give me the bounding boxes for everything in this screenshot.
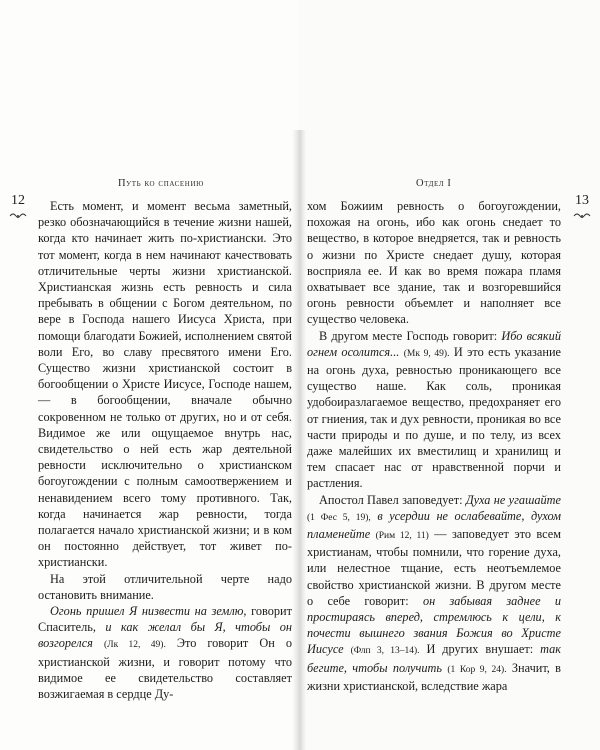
scripture-reference: (Лк 12, 49). bbox=[103, 640, 166, 651]
paragraph bbox=[38, 603, 292, 702]
text-run: И это есть указание на огонь духа, ревностью проникающего все существо наше. Как соль, проникая удобоиразлагаемое вещество, предохраняет его от гниения, так и дух ревности, проникая во все части природы и по душе, и по телу, из всех даже малейших их вместилищ и хранилищ и тем спасает нас от нравственной порчи и растления. bbox=[307, 344, 561, 491]
italic-quote: так бегите, чтобы получить bbox=[307, 642, 561, 675]
scripture-reference: (1 Фес 5, 19), bbox=[307, 512, 371, 523]
text-run: Есть момент, и момент весьма заметный, резко обозначающийся в течение жизни нашей, когда кто начинает жить по-христиански. Это тот момент, когда в нем начинают качествовать отличительные черты жизни христианской. Христианская жизнь есть ревность и сила пребывать в общении с Богом деятельном, по вере в Господа нашего Иисуса Христа, при помощи благодати Божией, исполнением святой воли Его, во славу пресвятого имени Его. Существо жизни христианской состоит в богообщении о Христе Иисусе, Господе нашем, — в богообщении, вначале обычно сокровенном не только от других, но и от себя. Видимое же или ощущаемое внутрь нас, свидетельство о ней есть жар деятельной ревности исключительно о христианском богоугождении с полным самоотвержением и ненавидением всего тому противного. Так, когда начинается жар ревности, тогда полагается начало христианской жизни; и в ком он постоянно действует, тот живет по-христиански. bbox=[38, 199, 292, 570]
paragraph bbox=[38, 198, 292, 571]
text-run: В другом месте Господь говорит: bbox=[319, 328, 502, 343]
text-run: Апостол Павел заповедует: bbox=[319, 492, 466, 507]
right-page-number: 13 bbox=[575, 193, 589, 208]
scripture-reference: (Рим 12, 11) bbox=[375, 531, 429, 542]
text-run: На этой отличительной черте надо остановить внимание. bbox=[38, 571, 292, 602]
right-running-head: Отдел I bbox=[416, 178, 452, 189]
right-page-text bbox=[307, 198, 561, 694]
left-running-head: Путь ко спасению bbox=[118, 178, 204, 189]
paragraph bbox=[38, 571, 292, 603]
paragraph bbox=[307, 198, 561, 328]
text-run: Это говорит Он о христианской жизни, и говорит потому что видимое ее свидетельство составляет возжигаемая в сердце Ду- bbox=[38, 636, 293, 702]
text-run: И других внушает: bbox=[419, 642, 541, 657]
text-run: хом Божиим ревность о богоугождении, похожая на огонь, ибо как огонь снедает то вещество, в которое внедряется, так и ревность о жизни по Христе снедает душу, которая восприяла ее. И как во время пожара пламя охватывает все здание, так и возгоревшийся огонь ревности объемлет и наполняет все существо человека. bbox=[307, 199, 561, 327]
left-ornament-icon bbox=[8, 212, 28, 220]
italic-quote: и как желал бы Я, чтобы он возгорелся bbox=[38, 620, 292, 651]
book-gutter bbox=[292, 130, 306, 750]
text-run: говорит Спаситель, bbox=[38, 604, 292, 635]
scripture-reference: (Флп 3, 13–14). bbox=[350, 646, 420, 657]
italic-quote: Духа не угашайте bbox=[465, 492, 561, 507]
italic-quote: в усердии не ослабевайте, духом пламенейте bbox=[307, 508, 561, 542]
italic-quote: Огонь пришел Я низвести на землю, bbox=[50, 604, 247, 619]
text-run: — заповедует это всем христианам, чтобы помнили, что горение духа, или нелестное тщание, есть неотъемлемое свойство христианской жизни. В другом месте о себе говорит: bbox=[307, 527, 561, 608]
text-run: Значит, в жизни христианской, вследствие жара bbox=[307, 660, 561, 693]
left-page-text bbox=[38, 198, 292, 702]
scripture-reference: (1 Кор 9, 24). bbox=[447, 664, 507, 675]
text-run bbox=[93, 636, 104, 650]
left-page-number: 12 bbox=[11, 193, 25, 208]
italic-quote: Ибо всякий огнем осолится... bbox=[307, 328, 561, 359]
paragraph bbox=[307, 328, 561, 492]
italic-quote: он забывая заднее и простираясь вперед, стремлюсь к цели, к почести вышнего звания Божия во Христе Иисусе bbox=[307, 593, 561, 657]
scripture-reference: (Мк 9, 49). bbox=[403, 348, 450, 359]
paragraph bbox=[307, 492, 561, 694]
text-run bbox=[344, 642, 351, 656]
right-ornament-icon bbox=[572, 212, 592, 220]
